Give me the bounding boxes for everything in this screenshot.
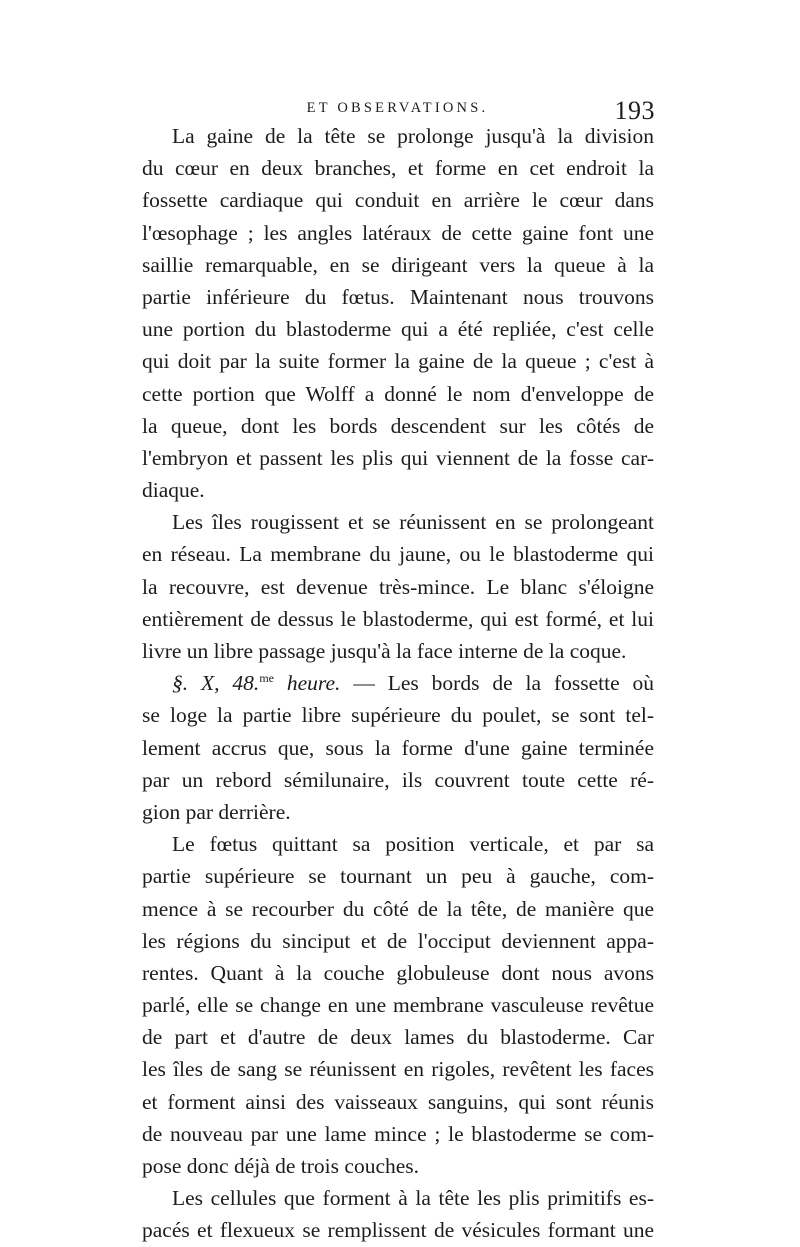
- running-title: ET OBSERVATIONS.: [306, 100, 489, 116]
- text-line: la queue, dont les bords descendent sur les côtés de: [142, 413, 654, 438]
- body-text: [142, 120, 654, 1247]
- text-line: cette portion que Wolff a donné le nom d'enveloppe de: [142, 381, 654, 406]
- text-line: livre un libre passage jusqu'à la face interne de la coque.: [142, 639, 627, 663]
- text-line: fossette cardiaque qui conduit en arrière le cœur dans: [142, 188, 654, 213]
- text-line: l'œsophage ; les angles latéraux de cette gaine font une: [142, 220, 654, 245]
- text-line: Les cellules que forment à la tête les plis primitifs es-: [172, 1186, 654, 1211]
- text-line: lement accrus que, sous la forme d'une gaine terminée: [142, 735, 654, 760]
- text-fragment: Les bords de la fossette où: [387, 671, 655, 696]
- text-line: parlé, elle se change en une membrane vasculeuse revêtue: [142, 993, 654, 1018]
- text-line: rentes. Quant à la couche globuleuse dont nous avons: [142, 960, 654, 985]
- text-line: Le fœtus quittant sa position verticale, et par sa: [172, 832, 654, 857]
- section-label: §. X, 48.: [172, 671, 260, 696]
- page-number: 193: [614, 96, 655, 125]
- text-line: les îles de sang se réunissent en rigoles, revêtent les faces: [142, 1057, 654, 1082]
- text-line: saillie remarquable, en se dirigeant vers la queue à la: [142, 252, 654, 277]
- text-line: se loge la partie libre supérieure du poulet, se sont tel-: [142, 703, 654, 728]
- text-line: de nouveau par une lame mince ; le blastoderme se com-: [142, 1121, 654, 1146]
- text-line: Les îles rougissent et se réunissent en se prolongeant: [172, 510, 654, 535]
- text-line: diaque.: [142, 478, 205, 503]
- text-line: partie inférieure du fœtus. Maintenant nous trouvons: [142, 284, 654, 309]
- running-head: [140, 96, 655, 125]
- section-heading-line: [142, 667, 654, 699]
- text-line: La gaine de la tête se prolonge jusqu'à la division: [172, 124, 654, 148]
- text-line: les régions du sinciput et de l'occiput deviennent appa-: [142, 928, 654, 953]
- text-line: du cœur en deux branches, et forme en cet endroit la: [142, 156, 654, 181]
- text-line: et forment ainsi des vaisseaux sanguins, qui sont réunis: [142, 1089, 654, 1114]
- section-dash: —: [353, 671, 375, 696]
- text-line: une portion du blastoderme qui a été repliée, c'est celle: [142, 317, 654, 342]
- text-line: partie supérieure se tournant un peu à gauche, com-: [142, 864, 654, 889]
- text-line: la recouvre, est devenue très-mince. Le blanc s'éloigne: [142, 574, 654, 599]
- text-line: de part et d'autre de deux lames du blastoderme. Car: [142, 1025, 654, 1050]
- text-line: par un rebord sémilunaire, ils couvrent toute cette ré-: [142, 767, 654, 792]
- text-line: pacés et flexueux se remplissent de vésicules formant une: [142, 1218, 654, 1243]
- section-heure: heure.: [286, 671, 341, 696]
- text-line: entièrement de dessus le blastoderme, qui est formé, et lui: [142, 606, 654, 631]
- text-line: l'embryon et passent les plis qui viennent de la fosse car-: [142, 445, 654, 470]
- section-sup: me: [259, 671, 274, 686]
- text-line: qui doit par la suite former la gaine de la queue ; c'est à: [142, 349, 654, 374]
- text-line: mence à se recourber du côté de la tête, de manière que: [142, 896, 654, 921]
- text-line: gion par derrière.: [142, 799, 291, 824]
- text-line: en réseau. La membrane du jaune, ou le blastoderme qui: [142, 542, 654, 567]
- text-line: pose donc déjà de trois couches.: [142, 1154, 420, 1178]
